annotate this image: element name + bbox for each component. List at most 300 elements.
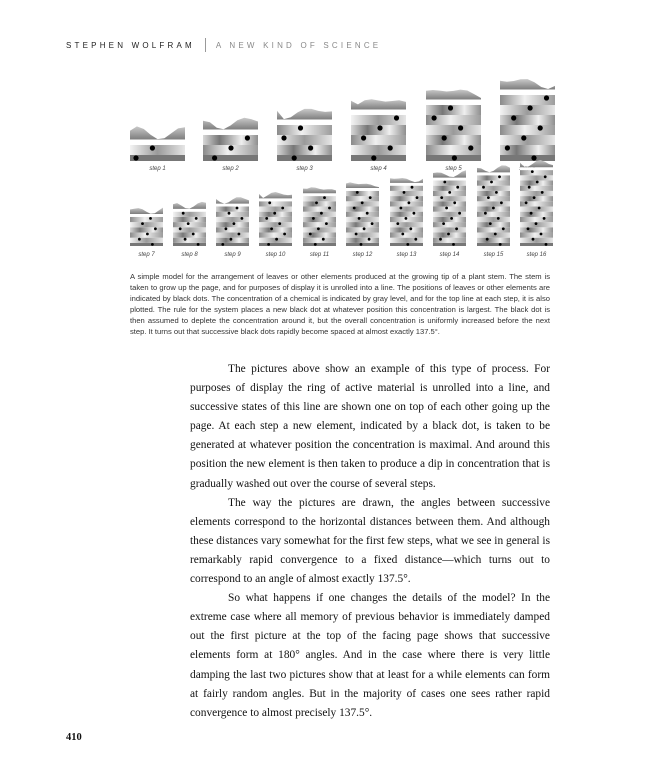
step-picture [477, 165, 510, 258]
element-dot [146, 233, 149, 236]
element-dot [265, 217, 268, 220]
top-line [477, 172, 510, 175]
element-dot [544, 175, 547, 178]
element-dot [448, 105, 453, 110]
step-picture [130, 208, 163, 258]
element-dot [241, 217, 244, 220]
element-dot [308, 145, 313, 150]
element-dot [182, 212, 185, 215]
concentration-band [477, 217, 510, 222]
element-dot [531, 170, 534, 173]
concentration-curve [477, 165, 510, 172]
element-dot [448, 191, 451, 194]
step-label: step 9 [224, 252, 241, 258]
step-picture [130, 126, 185, 172]
step-picture [216, 197, 249, 258]
element-dot [498, 175, 501, 178]
top-line [259, 198, 292, 201]
element-dot [531, 155, 536, 160]
element-dot [225, 227, 228, 230]
element-dot [197, 243, 200, 246]
element-dot [312, 217, 315, 220]
concentration-band [259, 222, 292, 227]
element-dot [489, 222, 492, 225]
concentration-band [346, 212, 379, 217]
concentration-band [520, 232, 553, 237]
element-dot [544, 95, 549, 100]
element-dot [442, 222, 445, 225]
element-dot [536, 181, 539, 184]
base-band [520, 243, 553, 246]
concentration-band [216, 212, 249, 217]
element-dot [369, 196, 372, 199]
element-dot [353, 207, 356, 210]
concentration-band [520, 175, 553, 180]
concentration-band [390, 238, 423, 243]
concentration-band [390, 201, 423, 206]
element-dot [400, 207, 403, 210]
step-label: step 4 [370, 166, 387, 172]
concentration-band [520, 227, 553, 232]
element-dot [505, 145, 510, 150]
step-picture [433, 170, 466, 258]
concentration-band [500, 135, 555, 145]
element-dot [453, 201, 456, 204]
element-dot [486, 238, 489, 241]
concentration-band [477, 186, 510, 191]
element-dot [540, 233, 543, 236]
element-dot [394, 115, 399, 120]
concentration-band [303, 196, 336, 201]
element-dot [388, 145, 393, 150]
step-label: step 13 [396, 252, 417, 258]
concentration-band [477, 175, 510, 180]
concentration-band [130, 217, 163, 222]
element-dot [245, 135, 250, 140]
element-dot [409, 227, 412, 230]
element-dot [495, 191, 498, 194]
concentration-band [500, 115, 555, 125]
element-dot [452, 243, 455, 246]
concentration-band [303, 222, 336, 227]
element-dot [360, 243, 363, 246]
element-dot [356, 191, 359, 194]
element-dot [543, 217, 546, 220]
element-dot [187, 222, 190, 225]
top-line [130, 214, 163, 217]
base-band [500, 155, 555, 161]
element-dot [281, 207, 284, 210]
element-dot [528, 105, 533, 110]
concentration-band [477, 201, 510, 206]
top-line [216, 204, 249, 207]
plant-growth-figure [0, 0, 650, 270]
concentration-band [433, 196, 466, 201]
concentration-band [130, 227, 163, 232]
element-dot [455, 227, 458, 230]
concentration-band [520, 217, 553, 222]
element-dot [228, 212, 231, 215]
concentration-band [390, 186, 423, 191]
concentration-curve [203, 118, 258, 130]
concentration-band [259, 217, 292, 222]
concentration-band [433, 180, 466, 185]
concentration-band [259, 232, 292, 237]
concentration-band [433, 222, 466, 227]
element-dot [525, 201, 528, 204]
element-dot [403, 191, 406, 194]
base-band [130, 243, 163, 246]
element-dot [361, 135, 366, 140]
concentration-band [216, 222, 249, 227]
element-dot [267, 243, 270, 246]
element-dot [238, 233, 241, 236]
concentration-curve [500, 79, 555, 89]
element-dot [492, 207, 495, 210]
concentration-band [346, 232, 379, 237]
element-dot [484, 212, 487, 215]
element-dot [150, 145, 155, 150]
concentration-band [303, 206, 336, 211]
step-picture [173, 202, 206, 258]
element-dot [545, 243, 548, 246]
concentration-band [433, 201, 466, 206]
element-dot [325, 222, 328, 225]
concentration-band [303, 201, 336, 206]
element-dot [309, 233, 312, 236]
step-picture [520, 160, 553, 258]
element-dot [371, 222, 374, 225]
element-dot [413, 212, 416, 215]
concentration-band [433, 238, 466, 243]
element-dot [538, 125, 543, 130]
top-line [203, 130, 258, 136]
element-dot [184, 238, 187, 241]
concentration-curve [259, 192, 292, 198]
body-paragraph-1: The pictures above show an example of this type of process. For purposes of display the ring of active material is unrolled into a line, and successive states of this line are shown one on top of each other going up the page. At each step a new element, indicated by a black dot, is taken to be generated at whatever position the concentration is maximal. And around this position the new element is then taken to produce a dip in concentration that is gradually washed out over the course of several steps. [190, 363, 550, 490]
element-dot [281, 135, 286, 140]
concentration-band [520, 238, 553, 243]
concentration-band [216, 238, 249, 243]
top-line [426, 100, 481, 106]
element-dot [450, 217, 453, 220]
concentration-band [477, 227, 510, 232]
element-dot [151, 243, 154, 246]
concentration-band [173, 232, 206, 237]
concentration-band [390, 222, 423, 227]
figure-caption: A simple model for the arrangement of leaves or other elements produced at the growing tip of a plant stem. The stem is taken to grow up the page, and for purposes of display it is unrolled into a line. The positions of leaves or other elements are indicated by black dots. The concentration of a chemical is indicated by gray level, and for the top line at each step, it is also plotted. The rule for the system places a new black dot at whatever position this concentration is largest. The black dot is then assumed to deplete the concentration around it, but the overall concentration is uniformly increased before the next step. It turns out that successive black dots rapidly become spaced at almost exactly 137.5°. [130, 272, 550, 337]
concentration-curve [130, 126, 185, 139]
element-dot [490, 181, 493, 184]
concentration-band [173, 222, 206, 227]
concentration-band [303, 212, 336, 217]
element-dot [154, 227, 157, 230]
element-dot [371, 155, 376, 160]
step-label: step 11 [309, 252, 330, 258]
element-dot [442, 135, 447, 140]
element-dot [270, 227, 273, 230]
base-band [203, 155, 258, 161]
element-dot [377, 125, 382, 130]
header-book-title: A NEW KIND OF SCIENCE [215, 41, 382, 50]
concentration-band [390, 191, 423, 196]
concentration-band [520, 191, 553, 196]
step-label: step 16 [526, 252, 547, 258]
element-dot [528, 186, 531, 189]
step-label: step 7 [138, 252, 155, 258]
element-dot [406, 243, 409, 246]
concentration-band [303, 232, 336, 237]
element-dot [521, 135, 526, 140]
element-dot [452, 155, 457, 160]
concentration-band [426, 125, 481, 135]
element-dot [192, 233, 195, 236]
concentration-band [351, 135, 406, 145]
element-dot [366, 212, 369, 215]
element-dot [212, 155, 217, 160]
base-band [351, 155, 406, 161]
element-dot [328, 207, 331, 210]
step-label: step 14 [439, 252, 460, 258]
concentration-band [390, 227, 423, 232]
element-dot [268, 201, 271, 204]
step-label: step 5 [445, 166, 462, 172]
element-dot [445, 207, 448, 210]
figure-row-1 [130, 79, 555, 172]
element-dot [468, 145, 473, 150]
page-number: 410 [66, 732, 82, 743]
concentration-curve [303, 187, 336, 193]
body-paragraph-3: So what happens if one changes the details of the model? In the extreme case where all memory of previous behavior is immediately damped out the first picture at the top of the facing page shows that successive elements form at 180° angles. And in the case where there is very little damping the last two pictures show that at least for a while elements can form at fairly random angles. But in the majority of cases one sees rather rapid convergence to almost precisely 137.5°. [190, 592, 550, 719]
concentration-band [216, 206, 249, 211]
concentration-band [303, 217, 336, 222]
concentration-band [173, 238, 206, 243]
concentration-band [346, 196, 379, 201]
base-band [477, 243, 510, 246]
top-line [130, 140, 185, 146]
base-band [173, 243, 206, 246]
element-dot [315, 201, 318, 204]
concentration-band [216, 227, 249, 232]
concentration-band [346, 206, 379, 211]
concentration-band [346, 217, 379, 222]
concentration-curve [351, 99, 406, 109]
step-label: step 3 [296, 166, 313, 172]
element-dot [141, 222, 144, 225]
element-dot [363, 227, 366, 230]
concentration-band [216, 217, 249, 222]
concentration-band [477, 212, 510, 217]
element-dot [511, 115, 516, 120]
step-label: step 2 [222, 166, 239, 172]
base-band [346, 243, 379, 246]
element-dot [494, 233, 497, 236]
element-dot [361, 201, 364, 204]
concentration-curve [216, 197, 249, 203]
element-dot [133, 155, 138, 160]
element-dot [138, 238, 141, 241]
element-dot [411, 186, 414, 189]
element-dot [414, 238, 417, 241]
concentration-band [259, 206, 292, 211]
element-dot [179, 227, 182, 230]
concentration-band [426, 135, 481, 145]
element-dot [405, 217, 408, 220]
concentration-band [520, 196, 553, 201]
concentration-band [130, 222, 163, 227]
element-dot [530, 212, 533, 215]
body-text [190, 360, 550, 723]
concentration-curve [130, 208, 163, 214]
step-label: step 15 [483, 252, 504, 258]
step-picture [346, 182, 379, 258]
top-line [303, 193, 336, 196]
concentration-band [477, 191, 510, 196]
top-line [173, 209, 206, 212]
element-dot [458, 125, 463, 130]
step-picture [259, 192, 292, 258]
concentration-band [346, 238, 379, 243]
element-dot [499, 243, 502, 246]
top-line [277, 120, 332, 126]
body-paragraph-2: The way the pictures are drawn, the angles between successive elements correspond to the horizontal distances between them. And although these distances vary somewhat for the first few steps, what we see in general is remarkably rapid convergence to a fixed distance—which turns out to correspond to an angle of almost exactly 137.5°. [190, 496, 550, 586]
element-dot [487, 196, 490, 199]
element-dot [314, 243, 317, 246]
element-dot [317, 227, 320, 230]
concentration-band [277, 125, 332, 135]
base-band [277, 155, 332, 161]
element-dot [233, 222, 236, 225]
top-line [351, 110, 406, 116]
figure-row-2 [130, 160, 553, 258]
element-dot [482, 186, 485, 189]
concentration-band [520, 206, 553, 211]
concentration-band [477, 232, 510, 237]
concentration-band [477, 180, 510, 185]
element-dot [533, 196, 536, 199]
concentration-curve [173, 202, 206, 209]
concentration-band [426, 105, 481, 115]
concentration-band [520, 170, 553, 175]
concentration-band [130, 238, 163, 243]
concentration-band [351, 145, 406, 155]
concentration-band [477, 238, 510, 243]
step-picture [390, 178, 423, 258]
concentration-curve [346, 182, 379, 188]
element-dot [195, 217, 198, 220]
concentration-curve [277, 109, 332, 120]
element-dot [535, 222, 538, 225]
step-picture [303, 187, 336, 258]
concentration-band [259, 201, 292, 206]
concentration-band [390, 206, 423, 211]
concentration-band [520, 212, 553, 217]
element-dot [538, 207, 541, 210]
base-band [259, 243, 292, 246]
element-dot [275, 238, 278, 241]
concentration-curve [426, 90, 481, 100]
top-line [346, 188, 379, 191]
element-dot [230, 238, 233, 241]
element-dot [278, 222, 281, 225]
concentration-band [173, 217, 206, 222]
element-dot [541, 191, 544, 194]
base-band [433, 243, 466, 246]
element-dot [355, 233, 358, 236]
element-dot [500, 201, 503, 204]
element-dot [458, 212, 461, 215]
element-dot [149, 217, 152, 220]
element-dot [432, 115, 437, 120]
concentration-band [130, 145, 185, 155]
concentration-band [477, 196, 510, 201]
step-picture [277, 109, 332, 172]
element-dot [401, 233, 404, 236]
concentration-band [346, 222, 379, 227]
element-dot [408, 201, 411, 204]
element-dot [396, 222, 399, 225]
concentration-band [433, 212, 466, 217]
top-line [500, 90, 555, 96]
element-dot [292, 155, 297, 160]
element-dot [532, 238, 535, 241]
concentration-band [390, 212, 423, 217]
element-dot [221, 243, 224, 246]
header-author: STEPHEN WOLFRAM [66, 41, 195, 50]
concentration-band [346, 227, 379, 232]
concentration-band [173, 212, 206, 217]
element-dot [273, 212, 276, 215]
element-dot [228, 145, 233, 150]
step-label: step 8 [181, 252, 198, 258]
concentration-band [203, 135, 258, 145]
base-band [303, 243, 336, 246]
element-dot [447, 233, 450, 236]
concentration-band [433, 186, 466, 191]
element-dot [358, 217, 361, 220]
concentration-band [390, 232, 423, 237]
step-picture [500, 79, 555, 172]
concentration-band [303, 238, 336, 243]
element-dot [456, 186, 459, 189]
concentration-band [277, 145, 332, 155]
concentration-band [433, 206, 466, 211]
element-dot [368, 238, 371, 241]
concentration-curve [390, 178, 423, 183]
concentration-band [216, 232, 249, 237]
element-dot [497, 217, 500, 220]
concentration-band [500, 105, 555, 115]
step-label: step 12 [352, 252, 373, 258]
element-dot [440, 196, 443, 199]
base-band [216, 243, 249, 246]
step-picture [203, 118, 258, 172]
top-line [390, 183, 423, 186]
concentration-band [500, 125, 555, 135]
element-dot [298, 125, 303, 130]
top-line [433, 178, 466, 181]
element-dot [236, 207, 239, 210]
element-dot [322, 238, 325, 241]
concentration-band [433, 227, 466, 232]
element-dot [527, 227, 530, 230]
step-picture [351, 99, 406, 172]
concentration-band [346, 191, 379, 196]
element-dot [320, 212, 323, 215]
element-dot [283, 233, 286, 236]
concentration-band [259, 227, 292, 232]
top-line [520, 167, 553, 170]
